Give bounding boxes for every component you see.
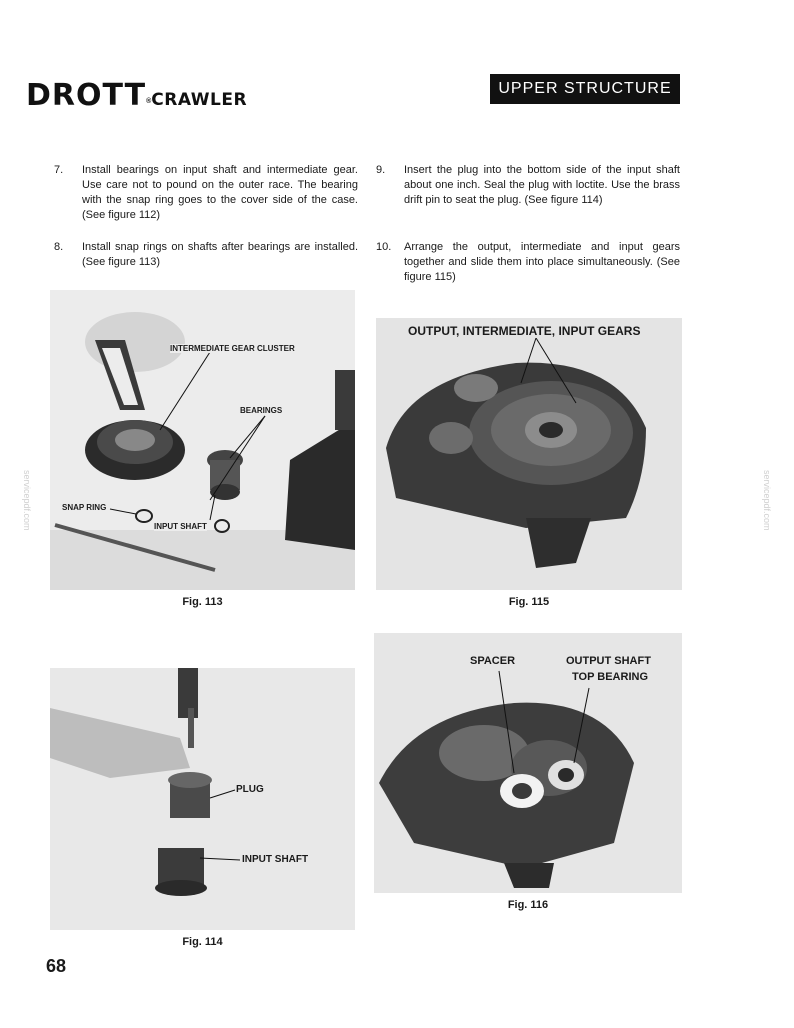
step-number: 10. (376, 241, 392, 253)
figure-115-caption: Fig. 115 (508, 596, 550, 608)
step-number: 8. (54, 241, 64, 253)
step-text: Install snap rings on shafts after bearings are installed. (See figure 113) (82, 241, 358, 268)
step-9 (376, 163, 680, 208)
figure-116-photo (374, 633, 682, 893)
brand-name: DROTT (26, 78, 147, 113)
step-8 (54, 240, 358, 270)
label-output-shaft: OUTPUT SHAFT (566, 655, 651, 667)
step-10 (376, 240, 680, 285)
watermark-right: servicepdf.com (762, 470, 772, 531)
label-bearings: BEARINGS (240, 406, 283, 415)
page-number: 68 (46, 956, 67, 976)
figure-114-photo (50, 668, 355, 930)
step-text: Arrange the output, intermediate and input gears together and slide them into place simultaneously. (See figure 115) (404, 241, 680, 283)
figure-113-photo (50, 290, 355, 590)
label-plug: PLUG (236, 784, 264, 795)
step-number: 9. (376, 164, 386, 176)
figure-114-caption: Fig. 114 (182, 936, 223, 948)
brand-logo (26, 78, 247, 113)
label-intermediate-gear-cluster: INTERMEDIATE GEAR CLUSTER (170, 344, 295, 353)
figure-116-caption: Fig. 116 (507, 899, 549, 911)
step-7 (54, 163, 358, 223)
brand-subtitle: CRAWLER (151, 90, 248, 110)
section-title: UPPER STRUCTURE (490, 74, 680, 104)
step-text: Install bearings on input shaft and intermediate gear. Use care not to pound on the outer race. The bearing with the snap ring goes to the cover side of the case. (See figure 112) (82, 164, 358, 221)
label-spacer: SPACER (470, 655, 516, 667)
label-input-shaft: INPUT SHAFT (242, 854, 309, 865)
watermark-left: servicepdf.com (22, 470, 32, 531)
label-top-bearing: TOP BEARING (572, 671, 648, 683)
brand-trademark: ® (146, 98, 152, 105)
label-input-shaft: INPUT SHAFT (154, 522, 207, 531)
label-snap-ring: SNAP RING (62, 503, 107, 512)
label-output-intermediate-input-gears: OUTPUT, INTERMEDIATE, INPUT GEARS (408, 324, 641, 338)
step-number: 7. (54, 164, 64, 176)
figure-113-caption: Fig. 113 (182, 596, 223, 608)
figure-115-photo (376, 318, 682, 590)
step-text: Insert the plug into the bottom side of the input shaft about one inch. Seal the plug with loctite. Use the brass drift pin to seat the plug. (See figure 114) (404, 164, 680, 206)
